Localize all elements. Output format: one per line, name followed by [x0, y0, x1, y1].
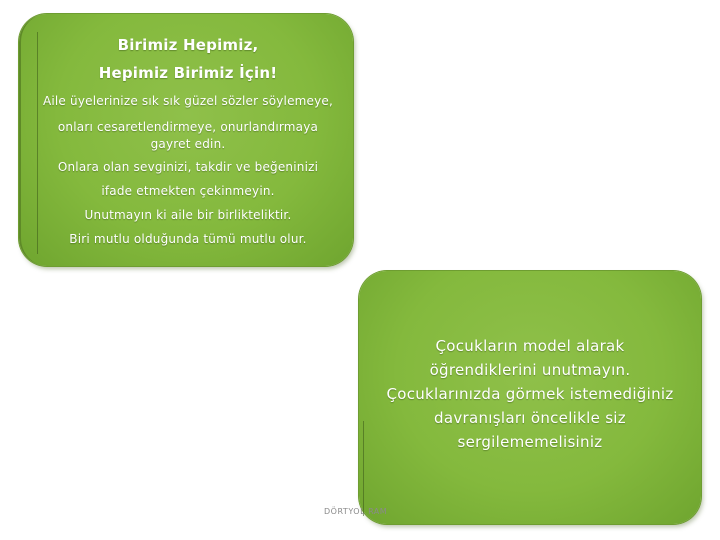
- card-quote-line-5: sergilememelisiniz: [457, 433, 603, 451]
- children-model-card: [359, 271, 701, 524]
- card-quote-line-4: davranışları öncelikle siz: [434, 409, 626, 427]
- card-quote-line-1: Çocukların model alarak: [435, 337, 625, 355]
- card-body-line-6: Unutmayın ki aile bir birlikteliktir.: [84, 208, 292, 222]
- card-body-line-2: onları cesaretlendirmeye, onurlandırmaya: [57, 120, 319, 134]
- card-body-line-1: Aile üyelerinize sık sık güzel sözler söylemeye,: [42, 94, 334, 108]
- card-quote-line-2: öğrendiklerini unutmayın.: [429, 361, 631, 379]
- card-title-line-1: Birimiz Hepimiz,: [117, 36, 259, 54]
- card-title-line-2: Hepimiz Birimiz İçin!: [98, 64, 278, 82]
- card-quote-line-3: Çocuklarınızda görmek istemediğiniz: [386, 385, 674, 403]
- card-body-line-3: gayret edin.: [150, 137, 226, 151]
- footer-text: DÖRTYOL RAM: [324, 507, 388, 516]
- card-body-line-7: Biri mutlu olduğunda tümü mutlu olur.: [69, 232, 307, 246]
- card-body-line-4: Onlara olan sevginizi, takdir ve beğeninizi: [57, 160, 319, 174]
- card-body-line-5: ifade etmekten çekinmeyin.: [101, 184, 275, 198]
- family-message-card: [19, 14, 353, 266]
